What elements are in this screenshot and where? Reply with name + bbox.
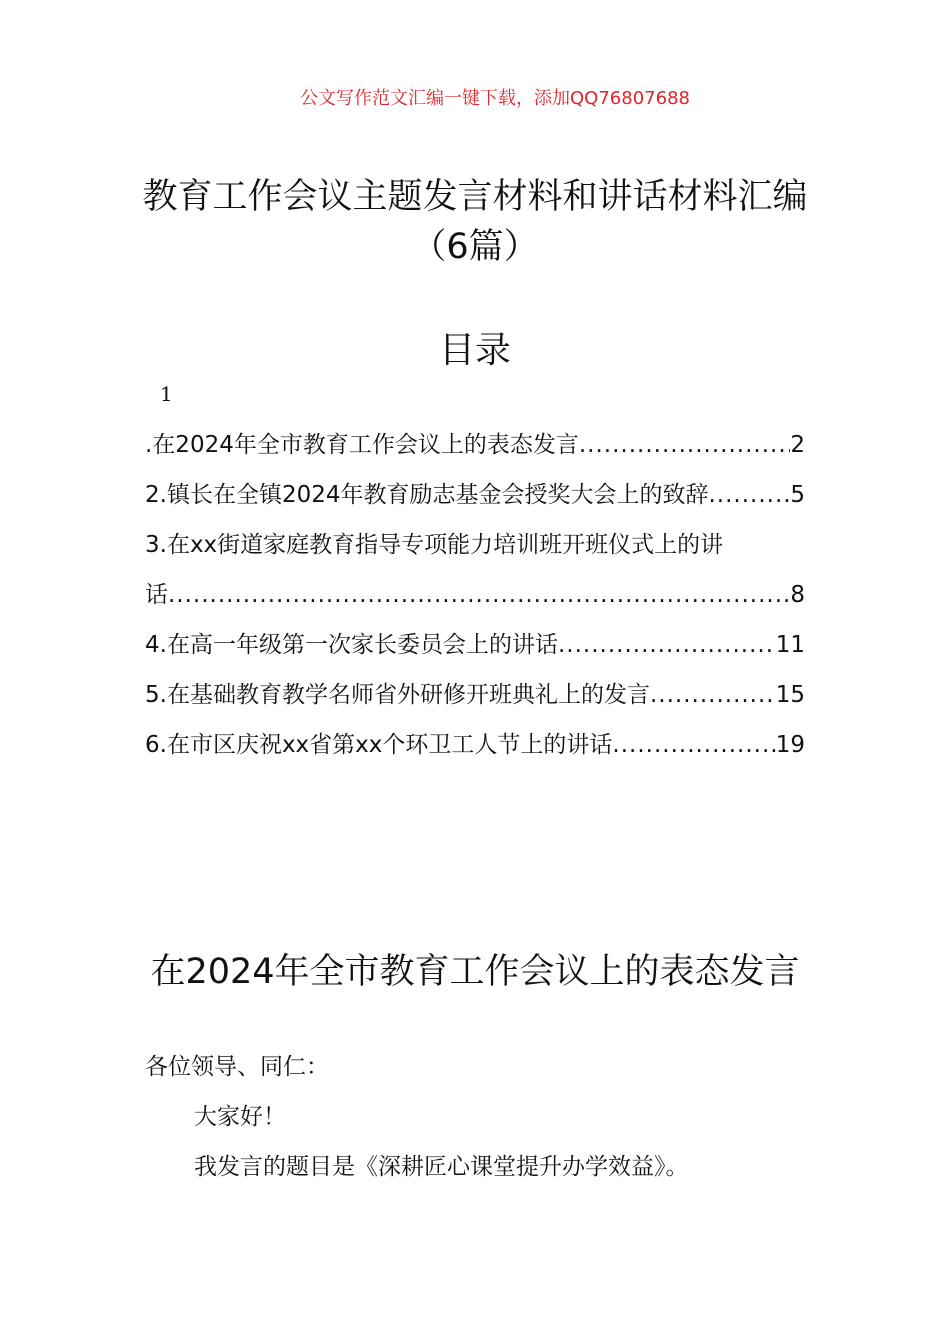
toc-item[interactable] [145,720,805,770]
toc-item[interactable] [145,670,805,720]
toc-number: 1 [160,382,173,406]
toc-item-page: 19 [775,732,805,758]
toc-heading: 目录 [438,330,511,371]
download-banner: 公文写作范文汇编一键下载，添加QQ76807688 [300,88,690,109]
toc-leader [168,570,790,620]
toc-leader [612,720,775,770]
toc-item-page: 15 [775,682,805,708]
salutation: 各位领导、同仁： [145,1054,329,1080]
toc-item-title-cont: 话 [145,582,168,608]
toc-item[interactable] [145,620,805,670]
toc-item-page: 5 [790,482,805,508]
toc-item[interactable] [145,520,805,570]
toc-item-continuation[interactable] [145,570,805,620]
toc-item-title: .在2024年全市教育工作会议上的表态发言 [145,432,579,458]
table-of-contents [145,420,805,770]
toc-item-title: 5.在基础教育教学名师省外研修开班典礼上的发言 [145,682,650,708]
toc-item[interactable] [145,470,805,520]
section-title: 在2024年全市教育工作会议上的表态发言 [150,952,800,992]
toc-leader [558,620,776,670]
document-title: 教育工作会议主题发言材料和讲话材料汇编（6篇） [142,177,808,267]
toc-item-title: 2.镇长在全镇2024年教育励志基金会授奖大会上的致辞 [145,482,709,508]
toc-leader [708,470,790,520]
toc-leader [579,420,791,470]
toc-leader [650,670,776,720]
toc-item-title: 3.在xx街道家庭教育指导专项能力培训班开班仪式上的讲 [145,532,724,558]
greeting: 大家好！ [194,1104,286,1130]
intro-paragraph: 我发言的题目是《深耕匠心课堂提升办学效益》。 [194,1154,689,1180]
toc-item-title: 6.在市区庆祝xx省第xx个环卫工人节上的讲话 [145,732,613,758]
toc-item-page: 8 [790,582,805,608]
toc-item-page: 2 [790,432,805,458]
toc-item[interactable] [145,420,805,470]
toc-item-title: 4.在高一年级第一次家长委员会上的讲话 [145,632,558,658]
toc-item-page: 11 [775,632,805,658]
